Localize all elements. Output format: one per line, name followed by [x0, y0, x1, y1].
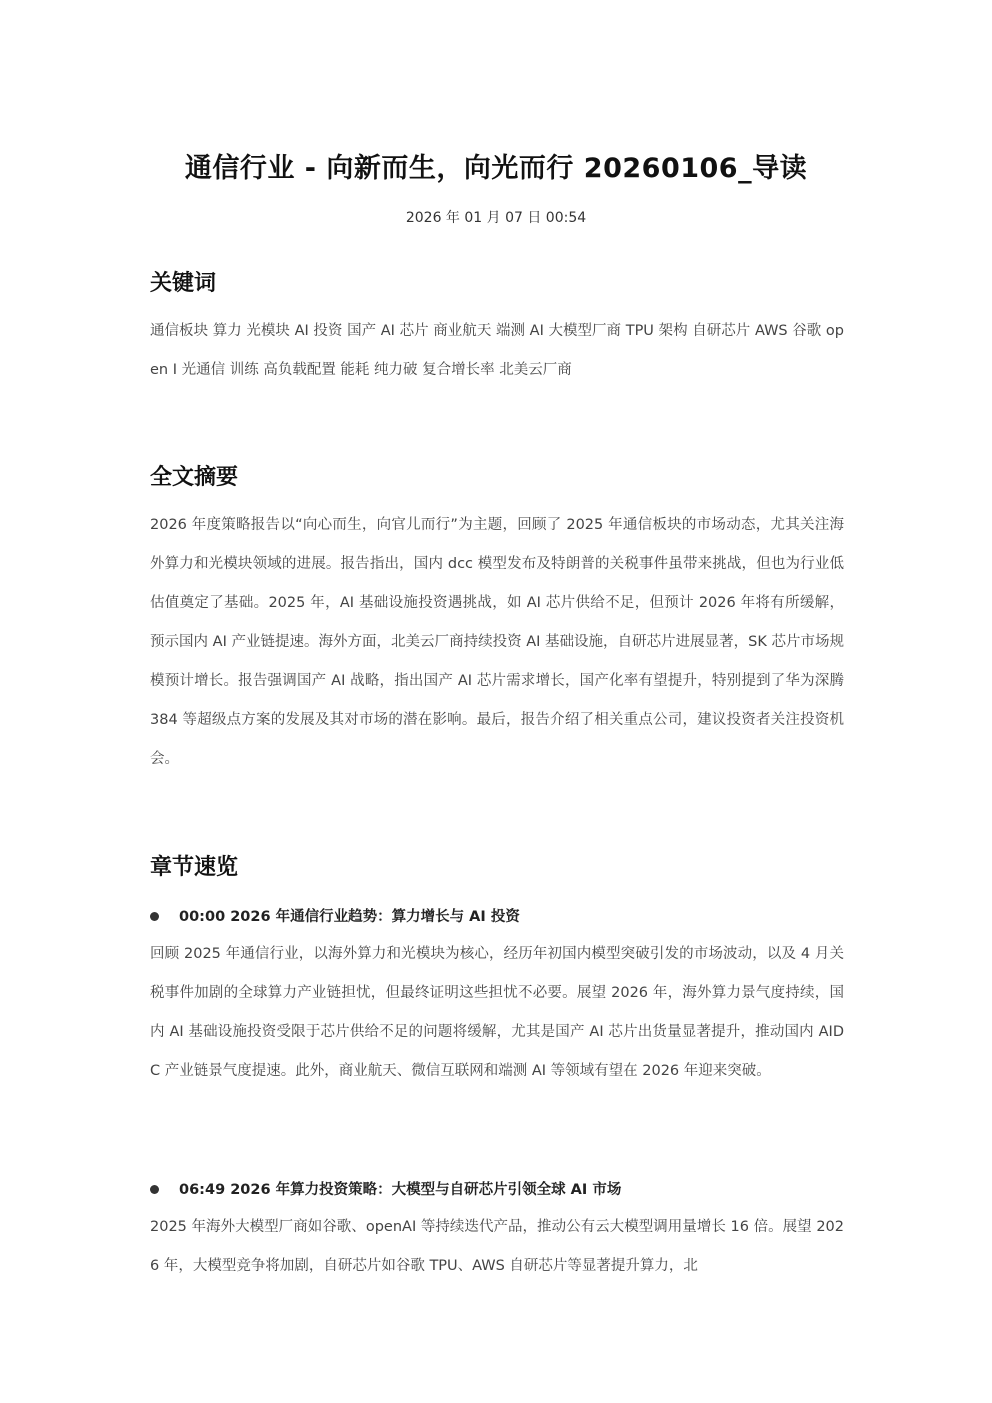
summary-heading: 全文摘要 — [150, 465, 239, 490]
page-date: 2026 年 01 月 07 日 00:54 — [405, 210, 587, 226]
keywords-text: 通信板块 算力 光模块 AI 投资 国产 AI 芯片 商业航天 端测 AI 大模型厂商 TPU 架构 自研芯片 AWS 谷歌 open I 光通信 训练 高负载配置 能耗 纯力破 复合增长率 北美云厂商 — [150, 323, 844, 378]
chapter-item-title: 00:00 2026 年通信行业趋势：算力增长与 AI 投资 — [150, 905, 850, 926]
keywords-heading: 关键词 — [150, 271, 217, 296]
chapter-item-title: 06:49 2026 年算力投资策略：大模型与自研芯片引领全球 AI 市场 — [150, 1178, 850, 1199]
chapter-item-text: 回顾 2025 年通信行业，以海外算力和光模块为核心，经历年初国内模型突破引发的市场波动，以及 4 月关税事件加剧的全球算力产业链担忧，但最终证明这些担忧不必要。展望 2026 年，海外算力景气度持续，国内 AI 基础设施投资受限于芯片供给不足的问题将缓解，尤其是国产 AI 芯片出货量显著提升，推动国内 AIDC 产业链景气度提速。此外，商业航天、微信互联网和端测 AI 等领域有望在 2026 年迎来突破。 — [150, 946, 844, 1079]
summary-text: 2026 年度策略报告以“向心而生，向官儿而行”为主题，回顾了 2025 年通信板块的市场动态，尤其关注海外算力和光模块领域的进展。报告指出，国内 dcc 模型发布及特朗普的关税事件虽带来挑战，但也为行业低估值奠定了基础。2025 年，AI 基础设施投资遇挑战，如 AI 芯片供给不足，但预计 2026 年将有所缓解，预示国内 AI 产业链提速。海外方面，北美云厂商持续投资 AI 基础设施，自研芯片进展显著，SK 芯片市场规模预计增长。报告强调国产 AI 战略，指出国产 AI 芯片需求增长，国产化率有望提升，特别提到了华为深腾 384 等超级点方案的发展及其对市场的潜在影响。最后，报告介绍了相关重点公司，建议投资者关注投资机会。 — [150, 517, 844, 767]
page-title: 通信行业 - 向新而生，向光而行 20260106_导读 — [184, 153, 808, 184]
bullet-dot-icon — [150, 912, 159, 921]
chapter-item-text: 2025 年海外大模型厂商如谷歌、openAI 等持续迭代产品，推动公有云大模型调用量增长 16 倍。展望 2026 年，大模型竞争将加剧，自研芯片如谷歌 TPU、AWS 自研芯片等显著提升算力，北 — [150, 1219, 844, 1274]
chapters-heading: 章节速览 — [150, 855, 239, 880]
bullet-dot-icon — [150, 1185, 159, 1194]
